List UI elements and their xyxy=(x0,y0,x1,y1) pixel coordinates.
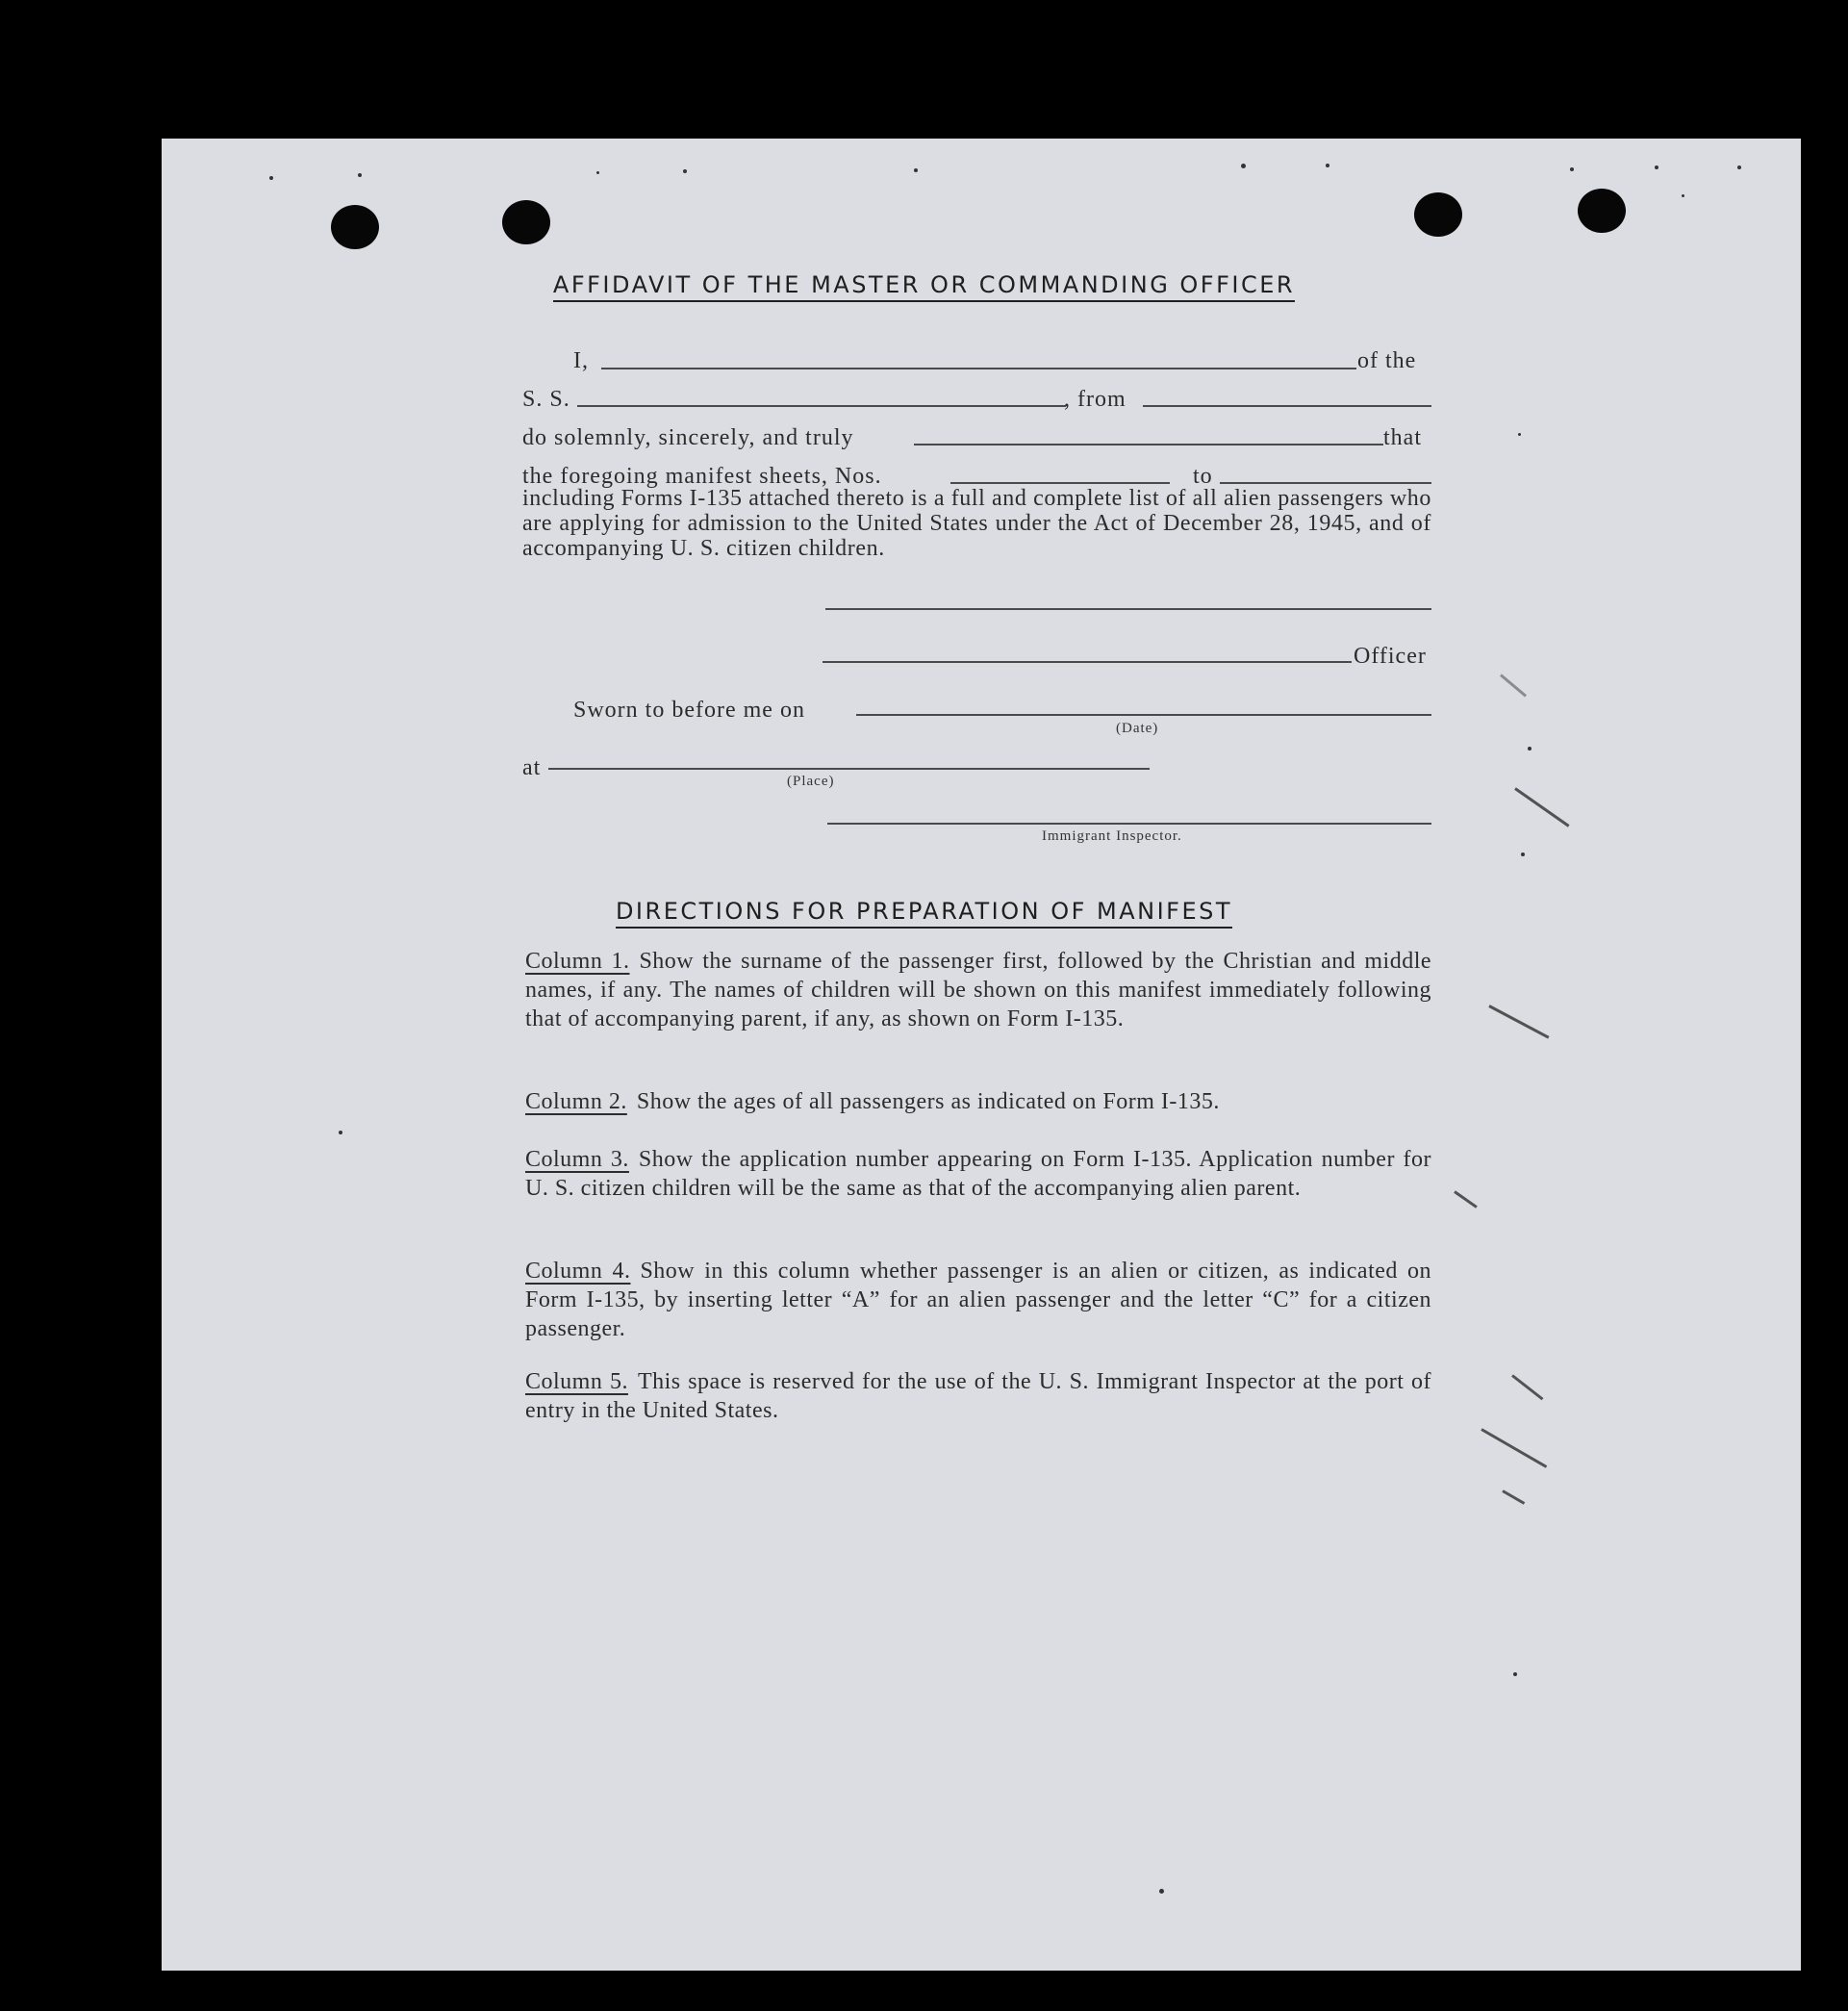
speck xyxy=(339,1131,342,1134)
affidavit-i-label: I, xyxy=(573,348,589,373)
column-3-text: Show the application number appearing on Form I-135. Application number for U. S. citizen children will be the same as that of the accompanying alien parent. xyxy=(525,1147,1431,1201)
direction-column-4 xyxy=(525,1257,1431,1343)
direction-column-3 xyxy=(525,1145,1431,1203)
place-caption: (Place) xyxy=(787,774,835,789)
from-port-line xyxy=(1143,405,1431,407)
speck xyxy=(1241,164,1246,168)
that-label: that xyxy=(1383,425,1422,450)
speck xyxy=(1528,747,1532,751)
column-5-text: This space is reserved for the use of the U. S. Immigrant Inspector at the port of entry in the United States. xyxy=(525,1369,1431,1423)
sheets-from-line xyxy=(950,482,1170,484)
place-line xyxy=(548,768,1150,770)
punch-hole xyxy=(1414,192,1462,237)
sworn-date-line xyxy=(856,714,1431,716)
speck xyxy=(914,168,918,172)
direction-column-2 xyxy=(525,1087,1431,1116)
officer-label: Officer xyxy=(1354,644,1427,669)
of-the-label: of the xyxy=(1357,348,1417,373)
signature-line-1 xyxy=(825,608,1431,610)
speck xyxy=(596,171,599,174)
punch-hole xyxy=(1578,189,1626,233)
direction-column-5 xyxy=(525,1367,1431,1425)
direction-column-1 xyxy=(525,947,1431,1033)
speck xyxy=(1159,1889,1164,1894)
to-label: to xyxy=(1193,464,1213,489)
speck xyxy=(1326,164,1329,167)
signature-line-2 xyxy=(823,661,1352,663)
sworn-label: Sworn to before me on xyxy=(573,698,805,723)
column-2-label: Column 2. xyxy=(525,1089,627,1114)
speck xyxy=(1518,433,1521,436)
column-5-label: Column 5. xyxy=(525,1369,628,1394)
directions-title: DIRECTIONS FOR PREPARATION OF MANIFEST xyxy=(0,898,1848,925)
column-4-text: Show in this column whether passenger is an alien or citizen, as indicated on Form I-135, by inserting letter “A” for an alien passenger and the letter “C” for a citizen passenger. xyxy=(525,1259,1431,1341)
speck xyxy=(358,173,362,177)
manifest-sheets-label: the foregoing manifest sheets, Nos. xyxy=(522,464,882,489)
ship-name-line xyxy=(577,405,1066,407)
inspector-signature-line xyxy=(827,823,1431,825)
column-1-text: Show the surname of the passenger first, followed by the Christian and middle names, if any. The names of children will be shown on this manifest immediately following that of accompanying parent, if any, as shown on Form I-135. xyxy=(525,949,1432,1031)
speck xyxy=(683,169,687,173)
from-label: , from xyxy=(1064,387,1127,412)
column-1-label: Column 1. xyxy=(525,949,630,974)
ss-label: S. S. xyxy=(522,387,570,412)
inspector-caption: Immigrant Inspector. xyxy=(1042,828,1182,844)
document-page xyxy=(162,139,1801,1971)
solemnly-label: do solemnly, sincerely, and truly xyxy=(522,425,854,450)
master-name-line xyxy=(601,368,1356,369)
speck xyxy=(1737,165,1741,169)
speck xyxy=(1682,194,1684,197)
at-label: at xyxy=(522,755,542,780)
sheets-to-line xyxy=(1220,482,1431,484)
column-2-text: Show the ages of all passengers as indicated on Form I-135. xyxy=(636,1089,1220,1114)
affidavit-title: AFFIDAVIT OF THE MASTER OR COMMANDING OFFICER xyxy=(0,271,1848,298)
affidavit-body: including Forms I-135 attached thereto is a full and complete list of all alien passengers who are applying for admission to the United States under the Act of December 28, 1945, and of accompanying U. S. citizen children. xyxy=(522,486,1431,561)
declaration-line xyxy=(914,444,1383,445)
column-3-label: Column 3. xyxy=(525,1147,629,1172)
speck xyxy=(1570,167,1574,171)
speck xyxy=(269,176,273,180)
speck xyxy=(1521,853,1525,856)
speck xyxy=(1513,1672,1517,1676)
speck xyxy=(1655,165,1658,169)
punch-hole xyxy=(502,200,550,244)
punch-hole xyxy=(331,205,379,249)
date-caption: (Date) xyxy=(1116,721,1159,736)
column-4-label: Column 4. xyxy=(525,1259,631,1284)
